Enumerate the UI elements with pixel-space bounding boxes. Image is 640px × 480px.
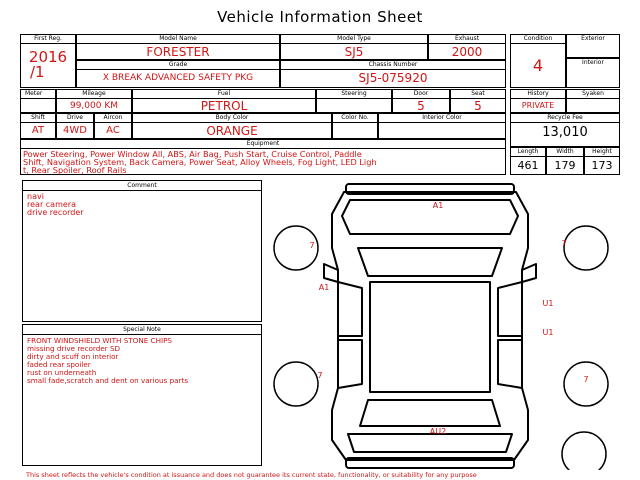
spare-wheel	[562, 432, 606, 470]
door-cell	[392, 89, 450, 113]
mileage-value: 99,000 KM	[69, 101, 119, 111]
equipment-cell	[20, 139, 506, 175]
first-reg-cell	[20, 34, 76, 88]
meter-label: Meter	[21, 90, 55, 99]
seat-cell	[450, 89, 506, 113]
interior-color-label: Interior Color	[379, 114, 505, 123]
special-note-line: small fade,scratch and dent on various parts	[27, 376, 189, 385]
history-value: PRIVATE	[521, 101, 555, 110]
chassis-value: SJ5-075920	[358, 71, 428, 85]
right-door-rear	[498, 340, 522, 388]
width-value: 179	[554, 159, 576, 172]
seat-label: Seat	[451, 90, 505, 99]
height-label: Height	[585, 148, 619, 157]
syaken-label: Syaken	[567, 90, 619, 99]
door-label: Door	[393, 90, 449, 99]
damage-mark-front-right-wheel: 7	[561, 239, 567, 248]
shift-label: Shift	[21, 114, 55, 123]
length-label: Length	[511, 148, 545, 157]
body-color-cell	[132, 113, 332, 139]
special-note-line: FRONT WINDSHIELD WITH STONE CHIPS	[27, 336, 172, 345]
mileage-cell	[56, 89, 132, 113]
model-type-cell	[280, 34, 428, 60]
drive-cell	[56, 113, 94, 139]
history-label: History	[511, 90, 565, 99]
recycle-fee-label: Recycle Fee	[511, 114, 619, 123]
damage-mark-rear-bumper: AU2	[429, 427, 447, 436]
damage-mark-right-front-door: U1	[542, 299, 554, 308]
model-type-label: Model Type	[281, 35, 427, 44]
comment-label: Comment	[23, 181, 261, 191]
width-label: Width	[547, 148, 583, 157]
model-type-value: SJ5	[344, 45, 364, 59]
model-name-cell	[76, 34, 280, 60]
fuel-value: PETROL	[200, 99, 248, 113]
windshield-outline	[358, 248, 502, 276]
special-note-line: faded rear spoiler	[27, 360, 91, 369]
equipment-line: t, Rear Spoiler, Roof Rails	[23, 165, 127, 175]
trunk-outline	[348, 434, 512, 452]
height-value: 173	[591, 159, 613, 172]
mileage-label: Mileage	[57, 90, 131, 99]
first-reg-label: First Reg.	[21, 35, 75, 44]
grade-value: X BREAK ADVANCED SAFETY PKG	[102, 73, 254, 83]
comment-line: navi	[27, 192, 44, 201]
grade-cell	[76, 60, 280, 88]
shift-cell	[20, 113, 56, 139]
left-door-front	[338, 282, 362, 336]
history-cell	[510, 89, 566, 113]
model-name-label: Model Name	[77, 35, 279, 44]
special-note-line: dirty and scuff on interior	[27, 352, 119, 361]
front-right-wheel	[564, 226, 608, 270]
length-value: 461	[517, 159, 539, 172]
body-color-value: ORANGE	[206, 124, 258, 138]
damage-mark-left-side: A1	[318, 283, 330, 292]
aircon-cell	[94, 113, 132, 139]
comment-box	[22, 180, 262, 322]
condition-cell	[510, 34, 566, 88]
car-damage-diagram	[266, 178, 620, 470]
width-cell	[546, 147, 584, 175]
fuel-cell	[132, 89, 316, 113]
footer-disclaimer: This sheet reflects the vehicle's condition at issuance and does not guarantee its current state, functionality, or suitability for any purpose	[26, 471, 477, 479]
color-no-cell	[332, 113, 378, 139]
right-door-front	[498, 282, 522, 336]
steering-label: Steering	[317, 90, 391, 99]
rear-left-wheel	[274, 362, 318, 406]
interior-color-cell	[378, 113, 506, 139]
first-reg-month: /1	[30, 63, 45, 81]
chassis-label: Chassis Number	[281, 61, 505, 70]
condition-value: 4	[532, 56, 544, 75]
chassis-cell	[280, 60, 506, 88]
exterior-cell	[566, 34, 620, 58]
damage-mark-front-left-wheel: 7	[309, 241, 315, 250]
steering-cell	[316, 89, 392, 113]
length-cell	[510, 147, 546, 175]
damage-mark-rear-left-wheel: 7	[317, 371, 323, 380]
rear-window-outline	[360, 400, 500, 426]
left-door-rear	[338, 340, 362, 388]
grade-label: Grade	[77, 61, 279, 70]
first-reg-year: 2016	[28, 48, 68, 66]
body-color-label: Body Color	[133, 114, 331, 123]
recycle-fee-cell	[510, 113, 620, 147]
right-mirror	[522, 264, 536, 282]
special-note-line: rust on underneath	[27, 368, 97, 377]
exhaust-label: Exhaust	[429, 35, 505, 44]
seat-value: 5	[474, 99, 482, 113]
page-title: Vehicle Information Sheet	[217, 8, 423, 26]
equipment-line: Shift, Navigation System, Back Camera, Power Seat, Alloy Wheels, Fog Light, LED Ligh	[23, 157, 377, 167]
interior-label: Interior	[582, 59, 604, 66]
comment-line: rear camera	[27, 200, 76, 209]
shift-value: AT	[31, 125, 45, 136]
left-mirror	[324, 264, 338, 282]
damage-mark-right-rear-door: U1	[542, 328, 554, 337]
rear-right-wheel	[564, 362, 608, 406]
fuel-label: Fuel	[133, 90, 315, 99]
special-note-box	[22, 324, 262, 466]
door-value: 5	[417, 99, 425, 113]
equipment-label: Equipment	[21, 140, 505, 149]
recycle-fee-value: 13,010	[542, 125, 588, 140]
special-note-label: Special Note	[23, 325, 261, 335]
damage-mark-roof: A1	[432, 201, 444, 210]
height-cell	[584, 147, 620, 175]
exhaust-value: 2000	[451, 45, 483, 59]
aircon-value: AC	[106, 125, 120, 136]
meter-cell	[20, 89, 56, 113]
model-name-value: FORESTER	[146, 45, 210, 59]
color-no-label: Color No.	[333, 114, 377, 123]
exterior-label: Exterior	[581, 35, 605, 42]
aircon-label: Aircon	[95, 114, 131, 123]
drive-label: Drive	[57, 114, 93, 123]
condition-label: Condition	[511, 35, 565, 44]
exhaust-cell	[428, 34, 506, 60]
drive-value: 4WD	[63, 125, 87, 136]
comment-line: drive recorder	[27, 208, 84, 217]
roof-outline	[370, 282, 490, 392]
syaken-cell	[566, 89, 620, 113]
special-note-line: missing drive recorder SD	[27, 344, 121, 353]
equipment-line: Power Steering, Power Window All, ABS, Air Bag, Push Start, Cruise Control, Paddle	[23, 149, 362, 159]
interior-cell	[566, 58, 620, 88]
hood-outline	[342, 200, 518, 234]
damage-mark-rear-right-wheel: 7	[583, 375, 589, 384]
